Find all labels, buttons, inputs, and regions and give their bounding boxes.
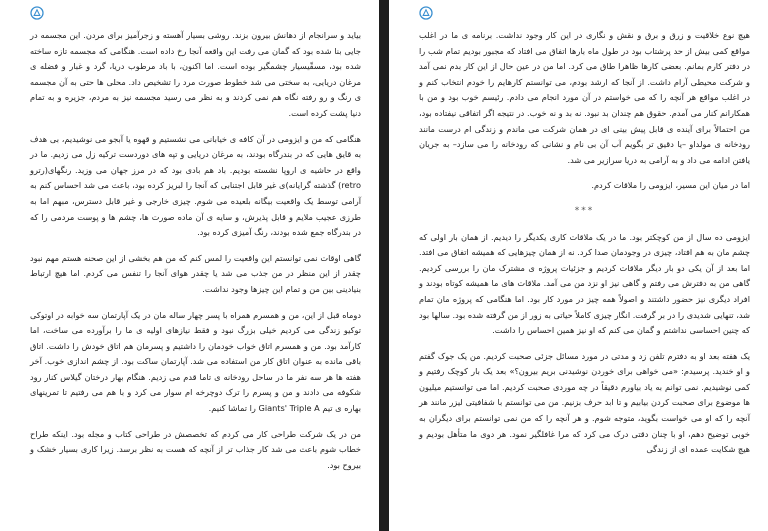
paragraph: هیچ نوع خلاقیت و زرق و برق و نقش و نگاری در این کار وجود نداشت. برنامه ی ما در اغلب مواقع کمی بیش از حد پرشتاب بود در طول ماه بارها اتفاق می افتاد که مجبور بودیم تمام شب را در دفتر کارم بمانم. بعضی کارها ظاهرا طاق می کرد. اما من در عین حال از این کار بدم نمی آمد و شرکت محیطی آرام داشت. از آنجا که ارشد بودم، می توانستم کارهایم را خودم انتخاب کنم و در اغلب مواقع هر آنچه را که می خواستم در آن مورد انجام می دادم. رئیسم خوب بود و من با همکارانم کنار می آمدم. حقوق هم چندان بد نبود. نه بد و نه خوب. در نتیجه اگر اتفاقی نیفتاده بود، من احتمالاً برای آینده ی قابل پیش بینی ای در همان شرکت می ماندم و زندگی ام درست مانند رودخانه ی مولداو –یا دقیق تر بگویم آب آن بی نام و نشانی که رودخانه را می سازد– به جریان یافتن ادامه می داد و به آرامی به دریا سرازیر می شد. [419,30,750,165]
paragraph: من در یک شرکت طراحی کار می کردم که تخصصش در طراحی کتاب و مجله بود. اینکه طراح خطاب شوم باعث می شد کار جذاب تر از آنچه که هست به نظر برسد. زیرا کاری بسیار خشک و بیروح بود. [30,428,361,470]
app-logo-icon [30,6,44,20]
left-page-text [30,28,361,483]
paragraph: اما در میان این مسیر، ایزومی را ملاقات کردم. [591,180,750,191]
right-page [389,0,768,531]
paragraph: دوماه قبل از این، من و همسرم همراه با پسر چهار ساله مان در یک آپارتمان سه خوابه در اوتوکی توکیو زندگی می کردیم خیلی بزرگ نبود و فقط نیازهای اولیه ی ما را برآورده می ساخت، اما کارآمد بود. من و همسرم اتاق خواب خودمان را داشتیم و پسرمان هم اتاق خودش را داشت. اتاق باقی مانده به عنوان اتاق کار من استفاده می شد. آپارتمان ساکت بود. از چشم اندازی خوب. آخر هفته ها هر سه نفر ما در ساحل رودخانه ی تاما قدم می زدیم. هنگام بهار درختان گیلاس کنار رود شکوفه می دادند و من و پسرم را ترک دوچرخه ام سوار می کرد و با هم می رفتیم تا تمرینهای بهاره ی تیم Giants' Triple A را تماشا کنیم. [30,309,361,414]
paragraph: بیاید و سرانجام از دهانش بیرون بزند. روشی بسیار آهسته و زجرآمیز برای مردن. این مجسمه در جایی بنا شده بود که گمان می رفت این واقعه آنجا رخ داده است. هنگامی که مجسمه تازه ساخته شده بود، مسقّیسیار چشمگیر بوده است. اما اکنون، با باد مرطوب دریا، گرد و غبار و فضله ی مرغان دریایی، به سختی می شد خطوط صورت مرد را تشخیص داد. محلی ها حتی به آن مجسمه ی رنگ و رو رفته نگاه هم نمی کردند و به نظر می رسید مجسمه نیز به مردم، جزیره و به تمام دنیا پشت کرده است. [30,30,361,118]
app-logo-icon [419,6,433,20]
paragraph: گاهی اوقات نمی توانستم این واقعیت را لمس کنم که من هم بخشی از این صحنه هستم مهم نبود چقدر از این منظر در من جذب می شد یا چقدر هوای آنجا را تنفس می کردم. اما هیچ ارتباط بنیادینی بین من و تمام این چیزها وجود نداشت. [30,252,361,294]
left-page [0,0,379,531]
paragraph: هنگامی که من و ایزومی در آن کافه ی خیابانی می نشستیم و قهوه یا آبجو می نوشیدیم، بی هدف به قایق هایی که در بندرگاه بودند، به مرغان دریایی و تپه های دوردست ترکیه زل می زدیم. ما در واقع در حاشیه ی اروپا نشسته بودیم. باد هم بادی بود که در مرز جهان می وزید. رنگهای(رترو retro) گذشته گرایانه)ی غیر قابل اجتنابی که آنجا را لبریز کرده بود، باعث می شد احساس کنم به آرامی توسط یک واقعیت بیگانه بلعیده می شوم. چیزی خارجی و غیر قابل دسترس، مبهم اما به طرزی عجیب ملایم و قابل پذیرش، و سایه ی آن ماده صورت ها، چشم ها و پوست مردمی را که در بندرگاه جمع شده بودند، رنگ آمیزی کرده بود. [30,133,361,238]
paragraph: یک هفته بعد او به دفترم تلفن زد و مدتی در مورد مسائل جزئی صحبت کردیم. من یک جوک گفتم و او خندید. پرسیدم: «می خواهی برای خوردن نوشیدنی بریم بیرون؟» بعد یک بار کوچک رفتیم و کمی نوشیدیم. نمی توانم به یاد بیاورم دقیقاً در چه موردی صحبت کردیم. اما می توانستیم میلیون ها موضوع برای صحبت کردن بیابیم و تا ابد حرف بزنیم. من می توانستم با شفافیتی لیزر مانند هر آنچه را که او می خواست بگوید، متوجه شوم. و هر آنچه را که من نمی توانستم برای دیگران به خوبی توضیح دهم، او با چنان دقتی درک می کرد که مرا غافلگیر نمود. هر دوی ما متأهل بودیم و هیچ شکایت عمده ای از زندگی [419,350,750,455]
section-separator: *** [574,205,595,216]
paragraph: ایزومی ده سال از من کوچکتر بود. ما در یک ملاقات کاری یکدیگر را دیدیم. از همان بار اولی که چشم مان به هم افتاد، چیزی در وجودمان صدا کرد. نه از همان چیزهایی که همیشه اتفاق می افتد. اما بعد از آن یکی دو بار دیگر ملاقات کردیم و جزئیات پروژه ی مشترک مان را بررسی کردیم. گاهی من به دفترش می رفتم و گاهی نیز او نزد من می آمد. ملاقات های ما همیشه کوتاه بودند و افراد دیگری نیز حضور داشتند و اصولاً همه چیز در مورد کار بود. اما هنگامی که پروژه مان تمام شد، تنهایی شدیدی را در بر گرفت. انگار چیزی کاملاً حیاتی به زور از من گرفته شده بود. سالها بود که چنین احساسی نداشتم و گمان می کنم که او نیز همین احساس را داشت. [419,231,750,336]
page-gutter [379,0,389,531]
right-page-text [419,28,750,468]
